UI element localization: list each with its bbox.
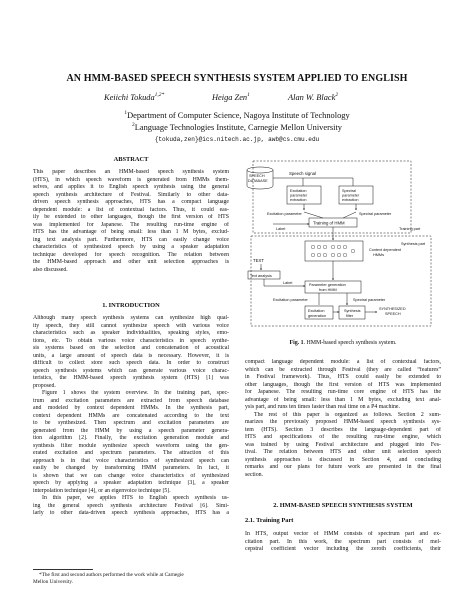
subsection-heading: 2.1. Training Part [245, 517, 294, 524]
text-line: In this paper, we applies HTS to English speech synthesis us- [42, 495, 229, 501]
intro-paragraph [33, 495, 229, 518]
text-line: to be synthesized. Then spectrum and excitation parameters are [33, 420, 229, 426]
text-line: generated from the HMM by using a speech parameter genera- [33, 427, 229, 434]
text-line: citation part. In this work, the spectrum part consists of mel- [245, 538, 441, 545]
exc-ext-l2: parameter [290, 193, 308, 198]
synth-speech-l1: SYNTHESIZED [379, 307, 406, 311]
gen-to-modules [319, 293, 347, 305]
text-line: is shown that we can change voice characteristics of synthesized [33, 472, 229, 479]
footnote-line-1: *The first and second authors performed the work while at Carnegie [39, 572, 184, 578]
subsection-lines [245, 531, 441, 554]
text-line: was implemented for Japanese. The resulting run-time engine of [33, 221, 229, 228]
intro-body [33, 315, 229, 518]
text-analysis-label: Text analysis [250, 274, 272, 278]
text-line: ity speech, they still cannot synthesize speech with various voice [33, 322, 229, 329]
intro-paragraph [33, 390, 229, 495]
text-line: proposed. [33, 382, 56, 389]
text-line: for Japanese. The resulting run-time core engine of HTS has the [245, 389, 441, 395]
text-line: in Festival framework). Thus, HTS could easily be extended to [245, 374, 441, 380]
section2-heading: 2. HMM-BASED SPEECH SYNTHESIS SYSTEM [273, 502, 413, 509]
cd-hmm-l2: HMMs [373, 253, 384, 257]
right-paragraph [245, 412, 441, 480]
abstract-heading: ABSTRACT [113, 156, 149, 163]
text-line: was trained by using Festival architecture and plugged into Fes- [245, 441, 441, 448]
text-line: easily be changed by transforming HMM parameters. In fact, it [33, 465, 229, 471]
system-diagram [243, 158, 443, 336]
text-line: also discussed. [33, 266, 68, 273]
caption-label: Fig. 1 [289, 340, 304, 346]
spec-ext-l3: extraction [342, 198, 359, 202]
text-line: ing the general speech synthesis architecture Festival [6]. Simi- [33, 502, 229, 509]
spec-param-label-2: Spectral parameter [353, 298, 386, 302]
text-line: tem (HTS). Section 3 describes the language-dependent part of [245, 426, 441, 433]
text-line: speech synthesis systems which can generate various voice charac- [33, 367, 229, 374]
author-3: Alan W. Black$^2$ [288, 92, 339, 102]
text-line: compact language dependent module: a list of contextual factors, [245, 359, 441, 365]
text-line: erated excitation and spectrum parameters. The attraction of this [33, 450, 229, 456]
text-line: Although many speech synthesis systems can synthesize high qual- [33, 315, 229, 321]
text-line: driven speech synthesis approaches, HTS has a compact language [33, 199, 229, 205]
exc-param-label-2: Excitation parameter [273, 298, 308, 302]
text-line: synthesis filter module synthesize speech waveform using the gen- [33, 442, 229, 449]
training-label: Training of HMM [313, 220, 345, 226]
label-text-2: Label [283, 281, 293, 285]
synthesis-part-label: Synthesis part [401, 242, 426, 246]
exc-param-label: Excitation parameter [267, 212, 302, 216]
exc-gen-l1: Excitation [308, 309, 325, 313]
hmm-states [311, 245, 355, 257]
db-label-2: DATABASE [248, 179, 268, 183]
footnote-rule [33, 569, 93, 570]
affiliation-2: $^2$Language Technologies Institute, Carnegie Mellon University [132, 122, 342, 132]
exc-gen-l2: generation [308, 314, 326, 318]
text-line: and modeled by context dependent HMMs. In the synthesis part, [33, 405, 229, 411]
right-column-body [245, 359, 441, 479]
text-line: difficult to collect store such speech data. In order to construct [33, 360, 229, 366]
text-line: tion algorithm [2]. Finally, the excitation generation module and [33, 435, 229, 441]
text-line: selves, and applies it to English speech synthesis using the general [33, 184, 229, 190]
text-line: marizes the previously proposed HMM-based speech synthesis sys- [245, 419, 441, 425]
hmm-box [305, 241, 363, 261]
synth-speech-l2: SPEECH [385, 312, 401, 316]
affiliation-1: $^1$Department of Computer Science, Nagoya Institute of Technology [124, 110, 350, 120]
text-line: technique developed for speech recognition. The relation between [33, 251, 229, 258]
text-line: ily be extended to other languages, though the first version of HTS [33, 214, 229, 220]
cd-hmm-l1: Context dependent [369, 248, 402, 252]
text-line: HTS has the advantage of being small: less than 1 M bytes, exclud- [33, 229, 229, 235]
subsection-body [245, 531, 441, 554]
text-line: section. [245, 471, 264, 478]
figure-1 [243, 158, 443, 336]
text-line: ysis part, and runs ten times faster than real time on a P4 machine. [245, 404, 400, 410]
figure-caption [243, 340, 443, 346]
synth-filter-l2: filter [346, 314, 354, 318]
intro-heading: 1. INTRODUCTION [102, 302, 160, 309]
text-line: context dependent HMMs are concatenated according to the text [33, 412, 229, 419]
text-line: HTS and specifications of the resulting run-time engine, which [245, 434, 441, 440]
param-gen-l1: Parameter generation [309, 283, 346, 287]
exc-ext-l1: Excitation [290, 189, 307, 193]
author-1: Keiichi Tokuda$^{1,2*}$ [104, 92, 165, 102]
text-line: synthesis approaches is discussed in Section 4, and concluding [245, 456, 441, 463]
text-line: cepstral coefficient vector including the zeroth coefficients, their [245, 546, 441, 552]
text-line: (HTS), in which speech waveform is generated from HMMs them- [33, 176, 229, 183]
abstract-lines [33, 169, 229, 274]
paper-title: AN HMM-BASED SPEECH SYNTHESIS SYSTEM APPLIED TO ENGLISH [66, 73, 408, 84]
text-line: dependent module: a list of contextual factors. Thus, it could eas- [33, 206, 229, 213]
db-label-1: SPEECH [249, 174, 265, 178]
text-label: TEXT [253, 258, 264, 263]
text-line: speech synthesis architecture of Festival. Similarly to other data- [33, 191, 229, 198]
text-line: sis systems based on the selection and concatenation of acoustical [33, 345, 229, 351]
text-line: tions, etc. To obtain various voice characteristics in speech synthe- [33, 337, 229, 344]
text-line: remarks and our plans for future work are presented in the final [245, 464, 441, 470]
text-line: trum and excitation parameters are extracted from speech database [33, 397, 229, 404]
exc-ext-l3: extraction [290, 198, 307, 202]
spec-param-label: Spectral parameter [359, 212, 392, 216]
footnote-line-2: Mellon University. [33, 578, 73, 585]
text-line: The rest of this paper is organized as follows. Section 2 sum- [254, 411, 441, 418]
text-line: Figure 1 shows the system overview. In the training part, spec- [42, 390, 229, 396]
author-2: Heiga Zen$^1$ [212, 92, 250, 102]
database-top [247, 167, 273, 173]
spec-ext-l2: parameter [342, 193, 360, 198]
text-line: In HTS, output vector of HMM consists of spectrum part and ex- [245, 531, 441, 537]
text-line: other languages, though the first version of HTS was implemented [245, 381, 441, 388]
text-line: characteristics of synthesized speech by using a speaker adaptation [33, 244, 229, 250]
text-line: This paper describes an HMM-based speech synthesis system [33, 169, 229, 175]
training-part-label: Training part [399, 227, 421, 231]
text-line: which can be extracted through Festival (they are called “features” [245, 366, 441, 373]
spec-ext-l1: Spectral [342, 189, 356, 193]
label-text-1: Label [276, 227, 286, 231]
text-line: larly to other data-driven speech synthesis approaches, HTS has a [33, 510, 229, 516]
speech-signal-line [273, 178, 353, 186]
text-line: teristics, the HMM-based speech synthesis system (HTS) [1] was [33, 375, 229, 381]
intro-paragraph [33, 315, 229, 390]
param-gen-l2: from HMM [319, 288, 337, 292]
text-line: interpolation technique [4], or an eigenvoice technique [5]. [33, 487, 171, 494]
email-line: {tokuda,zen}@ics.nitech.ac.jp, awb@cs.cmu.edu [154, 136, 320, 143]
text-line: advantage of being small: less than 1 M bytes, excluding text anal- [245, 396, 441, 403]
text-line: units, a large amount of speech data is necessary. However, it is [33, 352, 229, 359]
right-paragraph [245, 359, 441, 412]
footnote [33, 572, 229, 585]
text-line: approach is in that voice characteristics of synthesized speech can [33, 457, 229, 464]
right-lines [245, 359, 441, 479]
synth-filter-l1: Synthesis [344, 309, 361, 313]
caption-text: . HMM-based speech synthesis system. [303, 340, 397, 346]
param-to-training [304, 212, 356, 218]
intro-lines [33, 315, 229, 518]
text-line: speech by applying a speaker adaptation technique [3], a speaker [33, 480, 229, 486]
text-line: ing text analysis part. Furthermore, HTS can easily change voice [33, 236, 229, 243]
speech-signal-label: Speech signal [289, 171, 316, 176]
text-line: the HMM-based approach and other unit selection approaches is [33, 259, 229, 265]
text-line: characteristics such as speaker individualities, speaking styles, emo- [33, 330, 229, 336]
text-line: tival. The relation between HTS and other unit selection speech [245, 449, 441, 455]
abstract-body [33, 169, 229, 274]
